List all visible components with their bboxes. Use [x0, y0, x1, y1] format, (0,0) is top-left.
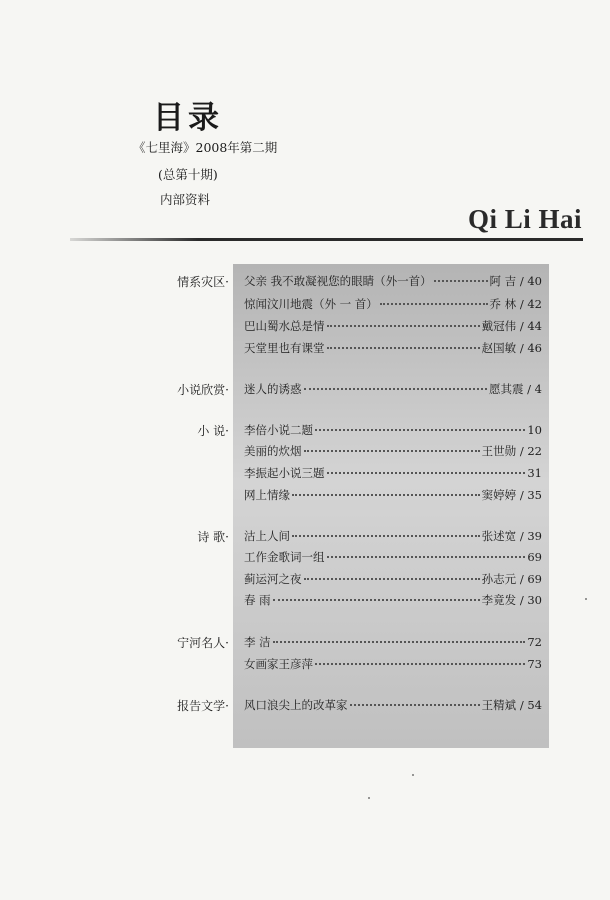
leader-dots: [350, 704, 480, 706]
category-label: 报告文学·: [177, 699, 229, 713]
entry-title: 李振起小说三题: [244, 466, 325, 480]
entry-ref: 愿其震 / 4: [488, 382, 542, 396]
contents-panel: [233, 264, 549, 748]
toc-entry[interactable]: [244, 422, 542, 440]
entry-ref: 窦婷婷 / 35: [481, 488, 542, 502]
toc-entry[interactable]: [244, 592, 542, 610]
toc-entry[interactable]: [244, 465, 542, 483]
leader-dots: [327, 325, 480, 327]
leader-dots: [273, 641, 526, 643]
scan-speck: [368, 797, 370, 799]
entry-title: 惊闻汶川地震（外 一 首）: [244, 297, 378, 311]
entry-title: 巴山蜀水总是情: [244, 319, 325, 333]
entry-title: 网上情缘: [244, 488, 290, 502]
toc-entry[interactable]: [244, 571, 542, 589]
entry-ref: 张述宽 / 39: [481, 529, 542, 543]
toc-entry[interactable]: [244, 528, 542, 546]
internal-note: 内部资料: [160, 192, 211, 207]
entry-ref: 赵国敏 / 46: [481, 341, 542, 355]
toc-entry[interactable]: [244, 443, 542, 461]
entry-title: 蓟运河之夜: [244, 572, 302, 586]
issue-line: 《七里海》2008年第二期: [133, 140, 278, 155]
entry-ref: 戴冠伟 / 44: [481, 319, 542, 333]
scan-speck: [412, 774, 414, 776]
leader-dots: [380, 303, 488, 305]
leader-dots: [292, 535, 480, 537]
entry-ref: 乔 林 / 42: [489, 297, 542, 311]
leader-dots: [327, 556, 526, 558]
toc-entry[interactable]: [244, 296, 542, 314]
entry-title: 春 雨: [244, 593, 271, 607]
entry-ref: 31: [527, 466, 542, 480]
entry-ref: 阿 吉 / 40: [489, 274, 542, 288]
magazine-brand: Qi Li Hai: [467, 204, 582, 234]
toc-entry[interactable]: [244, 340, 542, 358]
entry-title: 李 洁: [244, 635, 271, 649]
entry-title: 风口浪尖上的改革家: [244, 698, 348, 712]
toc-entry[interactable]: [244, 634, 542, 652]
leader-dots: [292, 494, 480, 496]
entry-title: 女画家王彦萍: [244, 657, 313, 671]
leader-dots: [315, 663, 525, 665]
toc-entry[interactable]: [244, 487, 542, 505]
leader-dots: [304, 578, 480, 580]
leader-dots: [315, 429, 525, 431]
category-label: 诗 歌·: [197, 530, 229, 544]
scan-speck: [585, 598, 587, 600]
page-title: 目录: [153, 100, 223, 136]
entry-title: 沽上人间: [244, 529, 290, 543]
toc-entry[interactable]: [244, 318, 542, 336]
entry-ref: 王世勋 / 22: [481, 444, 542, 458]
entry-ref: 王精斌 / 54: [481, 698, 542, 712]
toc-entry[interactable]: [244, 549, 542, 567]
entry-ref: 孙志元 / 69: [481, 572, 542, 586]
leader-dots: [273, 599, 480, 601]
toc-entry[interactable]: [244, 273, 542, 291]
leader-dots: [327, 347, 480, 349]
leader-dots: [304, 388, 487, 390]
toc-entry[interactable]: [244, 381, 542, 399]
leader-dots: [304, 450, 480, 452]
entry-ref: 73: [527, 657, 542, 671]
entry-ref: 69: [527, 550, 542, 564]
entry-title: 李倍小说二题: [244, 423, 313, 437]
total-issue-line: (总第十期): [158, 167, 218, 182]
category-label: 小 说·: [197, 424, 229, 438]
leader-dots: [327, 472, 526, 474]
entry-ref: 72: [527, 635, 542, 649]
entry-ref: 10: [527, 423, 542, 437]
entry-title: 美丽的炊烟: [244, 444, 302, 458]
header-divider: [70, 238, 583, 241]
toc-entry[interactable]: [244, 656, 542, 674]
category-label: 情系灾区·: [177, 275, 229, 289]
leader-dots: [434, 280, 488, 282]
category-label: 宁河名人·: [177, 636, 229, 650]
toc-entry[interactable]: [244, 697, 542, 715]
entry-title: 迷人的诱惑: [244, 382, 302, 396]
entry-title: 工作金歌词一组: [244, 550, 325, 564]
entry-ref: 李竟发 / 30: [481, 593, 542, 607]
entry-title: 天堂里也有课堂: [244, 341, 325, 355]
entry-title: 父亲 我不敢凝视您的眼睛（外一首）: [244, 274, 432, 288]
category-label: 小说欣赏·: [177, 383, 229, 397]
